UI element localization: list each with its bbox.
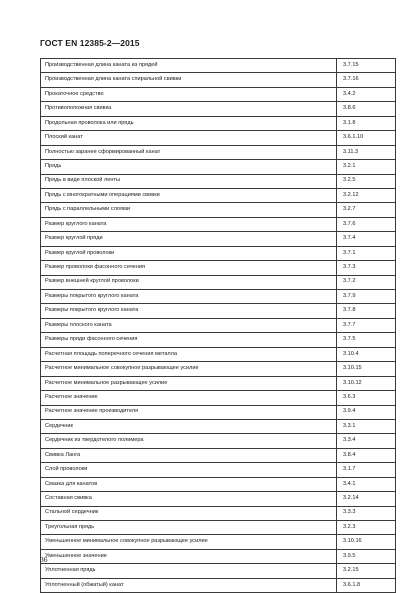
term-cell: Свивка Ланга (41, 448, 337, 462)
term-cell: Продольная проволока или прядь (41, 116, 337, 130)
table-row (41, 160, 396, 174)
clause-reference-cell: 3.9.4 (337, 405, 396, 419)
clause-reference-cell: 3.3.1 (337, 419, 396, 433)
clause-reference-cell: 3.10.4 (337, 347, 396, 361)
term-cell: Расчетное значение (41, 391, 337, 405)
clause-reference-cell: 3.2.15 (337, 564, 396, 578)
term-cell: Размер круглого каната (41, 217, 337, 231)
clause-reference-cell: 3.10.15 (337, 362, 396, 376)
term-cell: Уменьшенное значение (41, 549, 337, 563)
clause-reference-cell: 3.11.3 (337, 145, 396, 159)
term-cell: Расчетное минимальное совокупное разрывающее усилие (41, 362, 337, 376)
table-row (41, 174, 396, 188)
clause-reference-cell: 3.7.15 (337, 59, 396, 73)
term-cell: Размер круглой проволоки (41, 246, 337, 260)
term-cell: Треугольная прядь (41, 521, 337, 535)
clause-reference-cell: 3.7.2 (337, 275, 396, 289)
term-cell: Прокаточное средство (41, 87, 337, 101)
term-cell: Размеры плоского каната (41, 318, 337, 332)
clause-reference-cell: 3.10.16 (337, 535, 396, 549)
clause-reference-cell: 3.1.8 (337, 116, 396, 130)
clause-reference-cell: 3.2.3 (337, 521, 396, 535)
term-cell: Прядь с параллельными слоями (41, 203, 337, 217)
table-row (41, 188, 396, 202)
table-row (41, 506, 396, 520)
clause-reference-cell: 3.7.8 (337, 304, 396, 318)
clause-reference-cell: 3.7.16 (337, 73, 396, 87)
clause-reference-cell: 3.7.7 (337, 318, 396, 332)
clause-reference-cell: 3.6.3 (337, 391, 396, 405)
clause-reference-cell: 3.4.1 (337, 477, 396, 491)
clause-reference-cell: 3.6.1.8 (337, 578, 396, 592)
term-cell: Уплотненная прядь (41, 564, 337, 578)
table-row (41, 73, 396, 87)
table-row (41, 232, 396, 246)
table-row (41, 391, 396, 405)
table-row (41, 535, 396, 549)
term-cell: Производственная длина каната из прядей (41, 59, 337, 73)
table-row (41, 261, 396, 275)
table-row (41, 304, 396, 318)
term-cell: Уплотненный (обжатый) канат (41, 578, 337, 592)
table-row (41, 578, 396, 592)
term-cell: Расчетное минимальное разрывающее усилие (41, 376, 337, 390)
table-row (41, 203, 396, 217)
table-row (41, 102, 396, 116)
term-cell: Размер круглой пряди (41, 232, 337, 246)
table-row (41, 492, 396, 506)
table-row (41, 463, 396, 477)
clause-reference-cell: 3.2.1 (337, 160, 396, 174)
clause-reference-cell: 3.8.4 (337, 448, 396, 462)
term-cell: Размеры пряди фасонного сечения (41, 333, 337, 347)
term-cell: Стальной сердечник (41, 506, 337, 520)
table-row (41, 564, 396, 578)
clause-reference-cell: 3.1.7 (337, 463, 396, 477)
table-row (41, 318, 396, 332)
term-cell: Размеры покрытого круглого каната (41, 290, 337, 304)
clause-reference-cell: 3.2.7 (337, 203, 396, 217)
terms-table-body (41, 59, 396, 593)
table-row (41, 347, 396, 361)
term-cell: Слой проволоки (41, 463, 337, 477)
term-cell: Размеры покрытого круглого каната (41, 304, 337, 318)
clause-reference-cell: 3.2.5 (337, 174, 396, 188)
table-row (41, 131, 396, 145)
clause-reference-cell: 3.7.3 (337, 261, 396, 275)
table-row (41, 362, 396, 376)
table-row (41, 333, 396, 347)
term-cell: Составная свивка (41, 492, 337, 506)
term-cell: Размер проволоки фасонного сечения (41, 261, 337, 275)
term-cell: Плоский канат (41, 131, 337, 145)
table-row (41, 477, 396, 491)
table-row (41, 246, 396, 260)
terms-index-table (40, 58, 396, 593)
table-row (41, 145, 396, 159)
table-row (41, 521, 396, 535)
clause-reference-cell: 3.4.2 (337, 87, 396, 101)
term-cell: Расчетная площадь поперечного сечения металла (41, 347, 337, 361)
clause-reference-cell: 3.7.4 (337, 232, 396, 246)
term-cell: Размер внешней круглой проволоки (41, 275, 337, 289)
term-cell: Производственная длина каната спиральной свивки (41, 73, 337, 87)
clause-reference-cell: 3.7.5 (337, 333, 396, 347)
table-row (41, 376, 396, 390)
term-cell: Уменьшенное минимальное совокупное разрывающее усилие (41, 535, 337, 549)
term-cell: Смазка для канатов (41, 477, 337, 491)
table-row (41, 549, 396, 563)
table-row (41, 59, 396, 73)
clause-reference-cell: 3.3.3 (337, 506, 396, 520)
table-row (41, 275, 396, 289)
clause-reference-cell: 3.2.12 (337, 188, 396, 202)
clause-reference-cell: 3.7.9 (337, 290, 396, 304)
term-cell: Расчетное значение производителя (41, 405, 337, 419)
page-number: 36 (40, 555, 48, 564)
clause-reference-cell: 3.3.4 (337, 434, 396, 448)
term-cell: Сердечник (41, 419, 337, 433)
table-row (41, 448, 396, 462)
clause-reference-cell: 3.7.6 (337, 217, 396, 231)
table-row (41, 87, 396, 101)
clause-reference-cell: 3.9.5 (337, 549, 396, 563)
clause-reference-cell: 3.8.6 (337, 102, 396, 116)
table-row (41, 217, 396, 231)
table-row (41, 116, 396, 130)
table-row (41, 419, 396, 433)
term-cell: Прядь (41, 160, 337, 174)
clause-reference-cell: 3.10.12 (337, 376, 396, 390)
term-cell: Сердечник из твердотелого полимера (41, 434, 337, 448)
table-row (41, 290, 396, 304)
table-row (41, 434, 396, 448)
term-cell: Прядь с многократными операциями свивки (41, 188, 337, 202)
clause-reference-cell: 3.6.1.10 (337, 131, 396, 145)
term-cell: Противоположная свивка (41, 102, 337, 116)
table-row (41, 405, 396, 419)
term-cell: Полностью заранее сформированный канат (41, 145, 337, 159)
document-header: ГОСТ EN 12385-2—2015 (40, 38, 140, 48)
term-cell: Прядь в виде плоской ленты (41, 174, 337, 188)
clause-reference-cell: 3.7.1 (337, 246, 396, 260)
clause-reference-cell: 3.2.14 (337, 492, 396, 506)
